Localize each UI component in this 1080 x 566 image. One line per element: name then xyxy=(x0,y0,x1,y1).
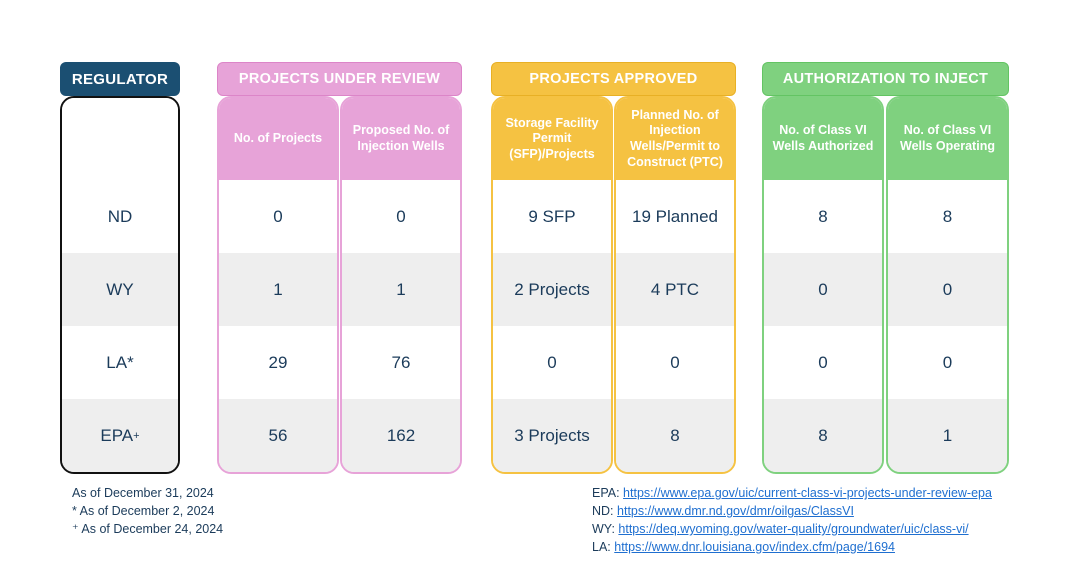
cell-la-approved-ptc: 0 xyxy=(670,352,680,372)
column-header-review-wells: Proposed No. of Injection Wells xyxy=(342,98,460,180)
row-label-nd: ND xyxy=(107,206,133,226)
source-label-la: LA: xyxy=(592,540,611,554)
source-label-epa: EPA: xyxy=(592,486,620,500)
cell-epa-authorized-wells: 8 xyxy=(764,399,882,472)
footnotes xyxy=(72,484,223,538)
group-header-regulator: REGULATOR xyxy=(60,62,180,96)
column-operating-wells xyxy=(886,96,1009,474)
source-link-nd[interactable]: https://www.dmr.nd.gov/dmr/oilgas/ClassVI xyxy=(617,504,854,518)
column-header-approved-sfp: Storage Facility Permit (SFP)/Projects xyxy=(493,98,611,180)
row-label-la: LA* xyxy=(106,352,134,372)
cell-nd-approved-ptc: 19 Planned xyxy=(631,206,719,226)
source-link-la[interactable]: https://www.dnr.louisiana.gov/index.cfm/page/1694 xyxy=(614,540,895,554)
group-header-projects-under-review: PROJECTS UNDER REVIEW xyxy=(217,62,462,96)
cell-epa-review-projects: 56 xyxy=(219,399,337,472)
column-regulator xyxy=(60,96,180,474)
cell-la-authorized-wells: 0 xyxy=(818,352,828,372)
column-header-approved-ptc: Planned No. of Injection Wells/Permit to Construct (PTC) xyxy=(616,98,734,180)
column-authorized-wells xyxy=(762,96,884,474)
row-label-epa-sup: + xyxy=(133,429,140,442)
column-approved-ptc xyxy=(614,96,736,474)
cell-epa-approved-sfp: 3 Projects xyxy=(493,399,611,472)
source-links xyxy=(592,484,992,556)
source-link-la-row xyxy=(592,538,992,556)
cell-nd-review-projects: 0 xyxy=(273,206,283,226)
row-label-wy: WY xyxy=(62,253,178,326)
source-label-nd: ND: xyxy=(592,504,614,518)
cell-wy-review-wells: 1 xyxy=(342,253,460,326)
column-review-wells xyxy=(340,96,462,474)
source-link-nd-row xyxy=(592,502,992,520)
cell-nd-review-wells: 0 xyxy=(396,206,406,226)
footnote-line-2: * As of December 2, 2024 xyxy=(72,504,215,518)
cell-epa-review-wells: 162 xyxy=(342,399,460,472)
column-header-review-projects: No. of Projects xyxy=(219,98,337,180)
cell-nd-authorized-wells: 8 xyxy=(818,206,828,226)
group-header-projects-approved: PROJECTS APPROVED xyxy=(491,62,736,96)
cell-la-approved-sfp: 0 xyxy=(547,352,557,372)
group-header-authorization-to-inject: AUTHORIZATION TO INJECT xyxy=(762,62,1009,96)
cell-wy-operating-wells: 0 xyxy=(888,253,1007,326)
cell-la-review-projects: 29 xyxy=(268,352,288,372)
row-label-epa-text: EPA xyxy=(100,425,134,445)
column-approved-sfp xyxy=(491,96,613,474)
column-review-projects xyxy=(217,96,339,474)
cell-wy-approved-sfp: 2 Projects xyxy=(493,253,611,326)
source-label-wy: WY: xyxy=(592,522,615,536)
source-link-wy-row xyxy=(592,520,992,538)
row-label-epa xyxy=(62,399,178,472)
footnote-line-1: As of December 31, 2024 xyxy=(72,486,214,500)
cell-nd-approved-sfp: 9 SFP xyxy=(528,206,576,226)
cell-la-review-wells: 76 xyxy=(391,352,411,372)
cell-epa-operating-wells: 1 xyxy=(888,399,1007,472)
source-link-epa-row xyxy=(592,484,992,502)
source-link-epa[interactable]: https://www.epa.gov/uic/current-class-vi-projects-under-review-epa xyxy=(623,486,992,500)
column-header-authorized-wells: No. of Class VI Wells Authorized xyxy=(764,98,882,180)
column-header-regulator-blank xyxy=(62,98,178,180)
cell-nd-operating-wells: 8 xyxy=(942,206,953,226)
cell-la-operating-wells: 0 xyxy=(942,352,953,372)
cell-wy-approved-ptc: 4 PTC xyxy=(616,253,734,326)
footnote-line-3: ⁺ As of December 24, 2024 xyxy=(72,522,224,536)
source-link-wy[interactable]: https://deq.wyoming.gov/water-quality/groundwater/uic/class-vi/ xyxy=(618,522,969,536)
cell-epa-approved-ptc: 8 xyxy=(616,399,734,472)
cell-wy-review-projects: 1 xyxy=(219,253,337,326)
column-header-operating-wells: No. of Class VI Wells Operating xyxy=(888,98,1007,180)
cell-wy-authorized-wells: 0 xyxy=(764,253,882,326)
